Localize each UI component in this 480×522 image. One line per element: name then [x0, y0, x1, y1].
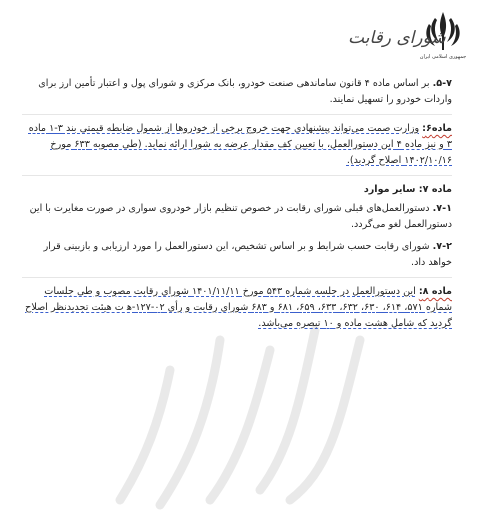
emblem-caption: جمهوری اسلامی ایران — [419, 54, 467, 60]
document-body — [22, 76, 452, 338]
article-8-label: ماده ۸: — [418, 286, 452, 297]
clause-5-7-number: ۵-۷. — [432, 78, 452, 89]
clause-5-7-text: بر اساس ماده ۴ قانون ساماندهی صنعت خودرو، بانک مرکزی و شورای پول و اعتبار تأمین ارز برای واردات خودرو را تسهیل نمایند. — [38, 78, 452, 105]
clause-7-2-text: شورای رقابت حسب شرایط و بر اساس تشخیص، این دستورالعمل را مورد ارزیابی و بازبینی قرار خواهد داد. — [43, 241, 452, 268]
article-6-text: وزارت صمت می‌تواند پیشنهادی جهت خروج برخی از خودروها از شمول ضابطه قیمتی بند ۳-۱ ماده ۳ و نیز ماده ۴ این دستورالعمل، با تعیین کف مقدار عرضه به شورا ارائه نماید. (طی مصوبه ۶۳۳ مورخ ۱۴۰۲/۱۰/۱۶ اصلاح گردید). — [28, 123, 452, 166]
clause-7-1-text: دستورالعمل‌های قبلی شورای رقابت در خصوص تنظیم بازار خودروی سواری در صورت مغایرت با این دستورالعمل لغو می‌گردد. — [29, 203, 452, 230]
divider — [22, 175, 452, 176]
article-8-text: این دستورالعمل در جلسه شماره ۵۴۳ مورخ ۱۴۰۱/۱۱/۱۱ شورای رقابت مصوب و طی جلسات شماره ۵۷۱، ۶۱۴، ۶۳۰، ۶۳۲، ۶۳۳، ۶۵۹، ۶۸۱ و ۶۸۳ شورای رقابت و رأی ۰۲-۱۲۷-ه‍ ت هیئت تجدیدنظر اصلاح گردید که شامل هشت ماده و ۱۰ تبصره می‌باشد. — [25, 286, 452, 329]
divider — [22, 114, 452, 115]
clause-7-2-number: ۷-۲. — [432, 241, 452, 252]
clause-7-1 — [22, 201, 452, 233]
article-7-heading: ماده ۷: سایر موارد — [363, 184, 452, 195]
clause-7-1-number: ۷-۱. — [432, 203, 452, 214]
clause-7-2 — [22, 239, 452, 271]
article-8 — [22, 284, 452, 332]
divider — [22, 277, 452, 278]
clause-5-7 — [22, 76, 452, 108]
council-logo-text: شورای رقابت — [348, 28, 446, 48]
article-6 — [22, 121, 452, 169]
article-6-label: ماده۶: — [422, 123, 452, 134]
